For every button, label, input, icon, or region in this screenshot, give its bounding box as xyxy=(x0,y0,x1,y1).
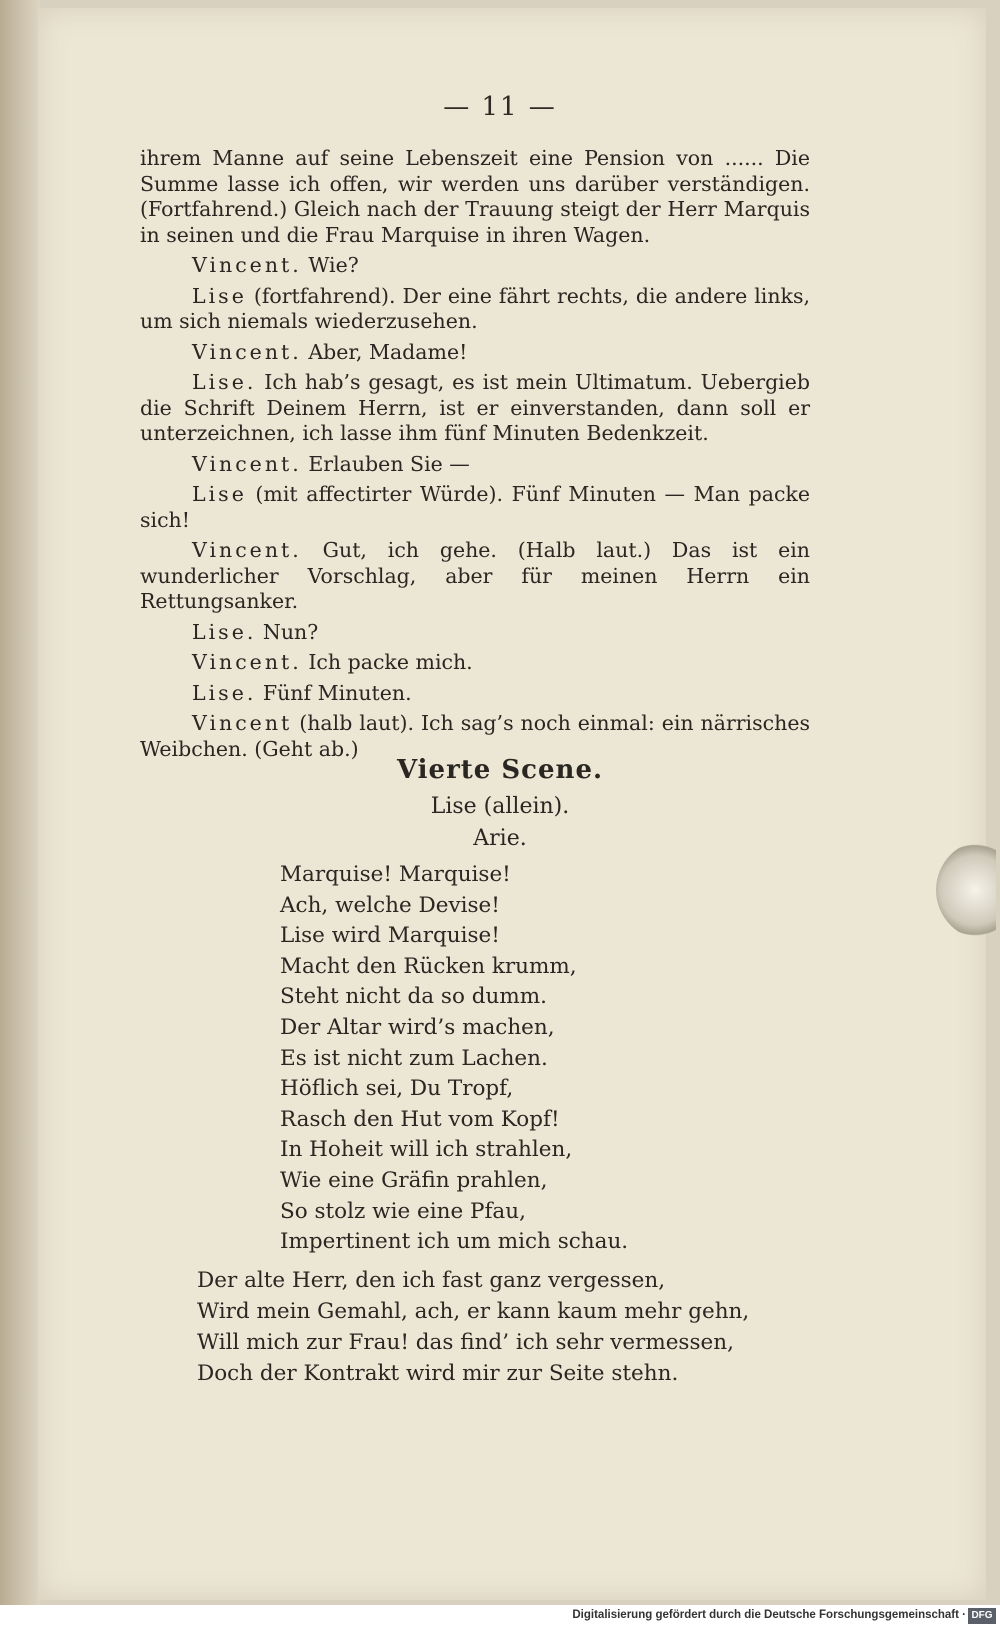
dfg-logo: DFG xyxy=(968,1608,996,1624)
dialogue-line xyxy=(140,340,810,366)
line-text: Ich packe mich. xyxy=(308,650,473,674)
scene-heading: Vierte Scene. xyxy=(396,755,604,785)
aria-verse xyxy=(280,860,840,1258)
speaker-name: Lise. xyxy=(192,370,257,394)
line-text: Aber, Madame! xyxy=(308,339,468,364)
line-text: Fünf Minuten. xyxy=(262,680,412,705)
line-text: Erlauben Sie — xyxy=(308,451,470,476)
line-text: (mit affectirter Würde). Fünf Minuten — Man packe sich! xyxy=(140,482,810,532)
speaker-name: Vincent. xyxy=(192,339,302,364)
verse-line: Doch der Kontrakt wird mir zur Seite stehn. xyxy=(197,1361,679,1386)
dialogue-line xyxy=(140,482,810,533)
verse-line: Der alte Herr, den ich fast ganz vergessen, xyxy=(197,1268,666,1293)
verse-line: Wie eine Gräfin prahlen, xyxy=(280,1167,548,1193)
verse-line: So stolz wie eine Pfau, xyxy=(280,1198,526,1224)
verse-line: Es ist nicht zum Lachen. xyxy=(280,1045,548,1071)
aria-label: Arie. xyxy=(473,826,527,851)
verse-line: Lise wird Marquise! xyxy=(280,923,500,949)
dialogue-line xyxy=(140,538,810,615)
line-text: Nun? xyxy=(262,619,319,644)
verse-line: Marquise! Marquise! xyxy=(280,862,511,887)
speaker-name: Lise xyxy=(192,283,247,308)
aria-verse-second-stanza xyxy=(197,1265,837,1389)
dialogue-line xyxy=(140,284,810,335)
verse-line: Ach, welche Devise! xyxy=(280,892,500,918)
dialogue-line xyxy=(140,681,810,707)
verse-line: Steht nicht da so dumm. xyxy=(280,984,547,1010)
line-text: (halb laut). Ich sag’s noch einmal: ein närrisches Weibchen. (Geht ab.) xyxy=(140,711,810,761)
speaker-name: Lise. xyxy=(192,619,257,644)
scene-subtitle: Lise (allein). xyxy=(430,794,570,819)
speaker-name: Vincent. xyxy=(192,650,302,674)
page-number: — 11 — xyxy=(443,92,557,122)
verse-line: Impertinent ich um mich schau. xyxy=(280,1229,629,1255)
speaker-name: Lise. xyxy=(192,680,257,705)
speaker-name: Vincent. xyxy=(192,538,302,562)
funding-credit: Digitalisierung gefördert durch die Deutsche Forschungsgemeinschaft · xyxy=(572,1609,966,1621)
verse-line: In Hoheit will ich strahlen, xyxy=(280,1137,573,1163)
dialogue-line xyxy=(140,650,810,676)
verse-line: Macht den Rücken krumm, xyxy=(280,953,577,979)
line-text: (fortfahrend). Der eine fährt rechts, die andere links, um sich niemals wiederzusehen. xyxy=(140,283,810,333)
prose-paragraph xyxy=(140,146,810,248)
speaker-name: Lise xyxy=(192,482,247,506)
prose-text: ihrem Manne auf seine Lebenszeit eine Pension von ...... Die Summe lasse ich offen, wir werden uns darüber verständigen. (Fortfahrend.) Gleich nach der Trauung steigt der Herr Marquis in seinen und die Frau Marquise in ihren Wagen. xyxy=(140,146,810,247)
verse-line: Will mich zur Frau! das find’ ich sehr vermessen, xyxy=(197,1330,734,1355)
dialogue-text xyxy=(140,146,810,767)
verse-line: Der Altar wird’s machen, xyxy=(280,1014,555,1040)
speaker-name: Vincent. xyxy=(192,253,302,277)
speaker-name: Vincent xyxy=(192,711,293,735)
line-text: Wie? xyxy=(308,253,359,277)
dialogue-line xyxy=(140,452,810,478)
line-text: Gut, ich gehe. (Halb laut.) Das ist ein wunderlicher Vorschlag, aber für meinen Herrn ein Rettungsanker. xyxy=(140,538,810,613)
dialogue-line xyxy=(140,253,810,279)
verse-line: Wird mein Gemahl, ach, er kann kaum mehr gehn, xyxy=(197,1299,750,1324)
line-text: Ich hab’s gesagt, es ist mein Ultimatum. Uebergieb die Schrift Deinem Herrn, ist er einverstanden, dann soll er unterzeichnen, ich lasse ihm fünf Minuten Bedenkzeit. xyxy=(140,370,810,445)
digitization-footer xyxy=(0,1605,1000,1629)
speaker-name: Vincent. xyxy=(192,451,302,476)
dialogue-line xyxy=(140,370,810,447)
verse-line: Höflich sei, Du Tropf, xyxy=(280,1076,514,1102)
verse-line: Rasch den Hut vom Kopf! xyxy=(280,1106,560,1132)
dialogue-line xyxy=(140,620,810,646)
